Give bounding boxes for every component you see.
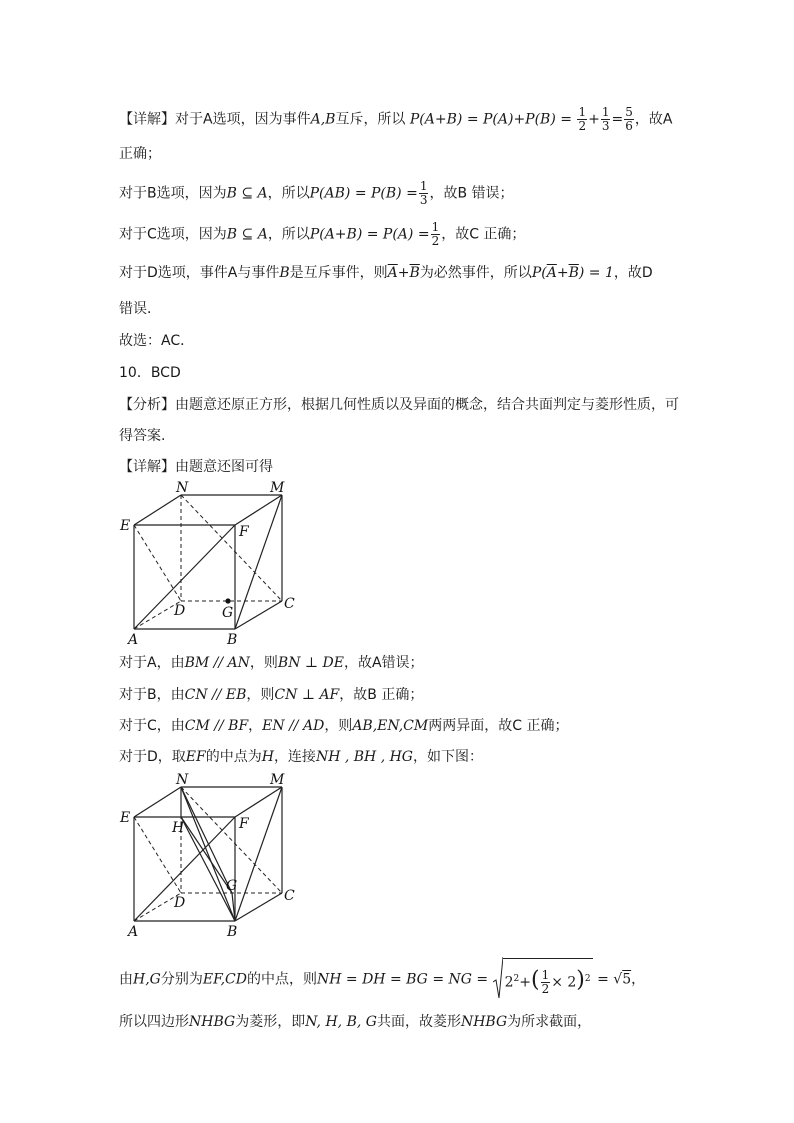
para-a-mutex: 互斥 [335, 111, 364, 128]
hidden-ED [134, 525, 181, 601]
seg-HB [181, 817, 238, 921]
seg-NB [181, 787, 238, 921]
radical-sign [493, 956, 503, 1000]
para-d-line2: 错误． [119, 301, 161, 317]
label-M: M [270, 772, 285, 788]
para-a-frac1: $\frac{1}{2}$ [578, 105, 587, 133]
label-D: D [174, 603, 186, 619]
edge-BC [235, 893, 282, 921]
para-a-frac3: $\frac{5}{6}$ [625, 105, 633, 133]
para-c: 对于C选项，因为B ⊆ A，所以P(A+B) = P(A) = $\frac{1}{2}$ ，故C 正确； [119, 220, 526, 248]
para-a-line1: 【详解】对于A选项，因为事件A,B互斥，所以 P(A+B) = P(A)+P(B) = $\frac{1}{2}$ + $\frac{1}{3}$ = $\frac{5}{6}$ ，故A [119, 105, 673, 133]
edge-EN [134, 495, 181, 525]
edge-BC [235, 601, 282, 629]
label-F: F [239, 816, 249, 832]
para-a-frac2: $\frac{1}{3}$ [601, 105, 610, 133]
label-H: H [172, 820, 185, 836]
sqrt-5: √5 [613, 971, 632, 988]
para-b-expr: P(AB) = P(B) = [309, 185, 418, 202]
label-D: D [174, 895, 186, 911]
para-c-expr: P(A+B) = P(A) = [309, 226, 430, 243]
diag-BM [235, 495, 282, 629]
seg-NG [181, 787, 232, 893]
answer-line: 故选：AC． [119, 333, 195, 349]
label-B: B [227, 924, 238, 940]
edge-FM [235, 787, 282, 817]
para-a-line2: 正确； [119, 146, 161, 162]
cube-figure-1 [114, 478, 314, 648]
label-B: B [227, 632, 238, 648]
diag-BM [235, 787, 282, 921]
para-d-line1: 对于D选项，事件A与事件B是互斥事件，则$\overline{A}+\overline{B}$为必然事件，所以$P(\overline{A}+\overline{B}) = 1$，故D [119, 265, 653, 281]
analysis-line2: 得答案. [119, 428, 166, 444]
cube-figure-2 [114, 770, 314, 940]
para-d-abar: $\overline{A}$ [387, 265, 398, 281]
question-10: 10．BCD [119, 365, 181, 381]
label-C: C [284, 888, 295, 904]
para-c-rel: B ⊆ A [226, 226, 268, 243]
label-F: F [239, 524, 249, 540]
item-c: 对于C，由CM // BF，EN // AD，则AB,EN,CM两两异面，故C 正确； [119, 718, 569, 734]
item-a: 对于A，由BM // AN，则BN ⊥ DE，故A错误； [119, 655, 424, 671]
label-E: E [120, 518, 131, 534]
label-E: E [120, 810, 131, 826]
label-G: G [226, 878, 238, 894]
para-a-expr: P(A+B) = P(A)+P(B) = [409, 111, 572, 128]
item-d: 对于D，取EF的中点为H，连接NH , BH , HG，如下图： [119, 749, 483, 765]
para-a-tail: ，故A [634, 111, 673, 128]
para-a-so: ，所以 [363, 111, 406, 128]
item-b: 对于B，由CN // EB，则CN ⊥ AF，故B 正确； [119, 687, 424, 703]
label-N: N [176, 772, 189, 788]
analysis-line1: 【分析】由题意还原正方形，根据几何性质以及异面的概念，结合共面判定与菱形性质，可 [119, 397, 679, 413]
para-d-bbar: $\overline{B}$ [409, 265, 420, 281]
edge-EN [134, 787, 181, 817]
para-b: 对于B选项，因为B ⊆ A，所以P(AB) = P(B) = $\frac{1}{3}$ ，故B 错误； [119, 179, 514, 207]
sqrt-expression: $2^2+$( $\frac{1}{2}$ × 2)$^2$ [493, 958, 593, 1001]
para-c-frac: $\frac{1}{2}$ [431, 220, 440, 248]
label-A: A [128, 924, 139, 940]
para-a-events: A,B [310, 111, 336, 128]
label-A: A [128, 632, 139, 648]
label-M: M [270, 480, 285, 496]
final-line: 所以四边形NHBG为菱形，即N, H, B, G共面，故菱形NHBG为所求截面， [119, 1014, 592, 1030]
point-G [225, 598, 230, 603]
midpoint-line: 由H,G分别为EF,CD的中点，则NH = DH = BG = NG = $2^2+$( $\frac{1}{2}$ × 2)$^2$ = √5， [119, 958, 645, 1001]
para-b-rel: B ⊆ A [226, 185, 268, 202]
para-a-prefix: 【详解】对于A选项，因为事件 [119, 111, 311, 128]
detail-10: 【详解】由题意还图可得 [119, 459, 273, 475]
hidden-NC [181, 495, 282, 601]
label-C: C [284, 596, 295, 612]
label-G: G [222, 605, 234, 621]
label-N: N [176, 480, 189, 496]
edge-FM [235, 495, 282, 525]
para-b-frac: $\frac{1}{3}$ [419, 179, 428, 207]
